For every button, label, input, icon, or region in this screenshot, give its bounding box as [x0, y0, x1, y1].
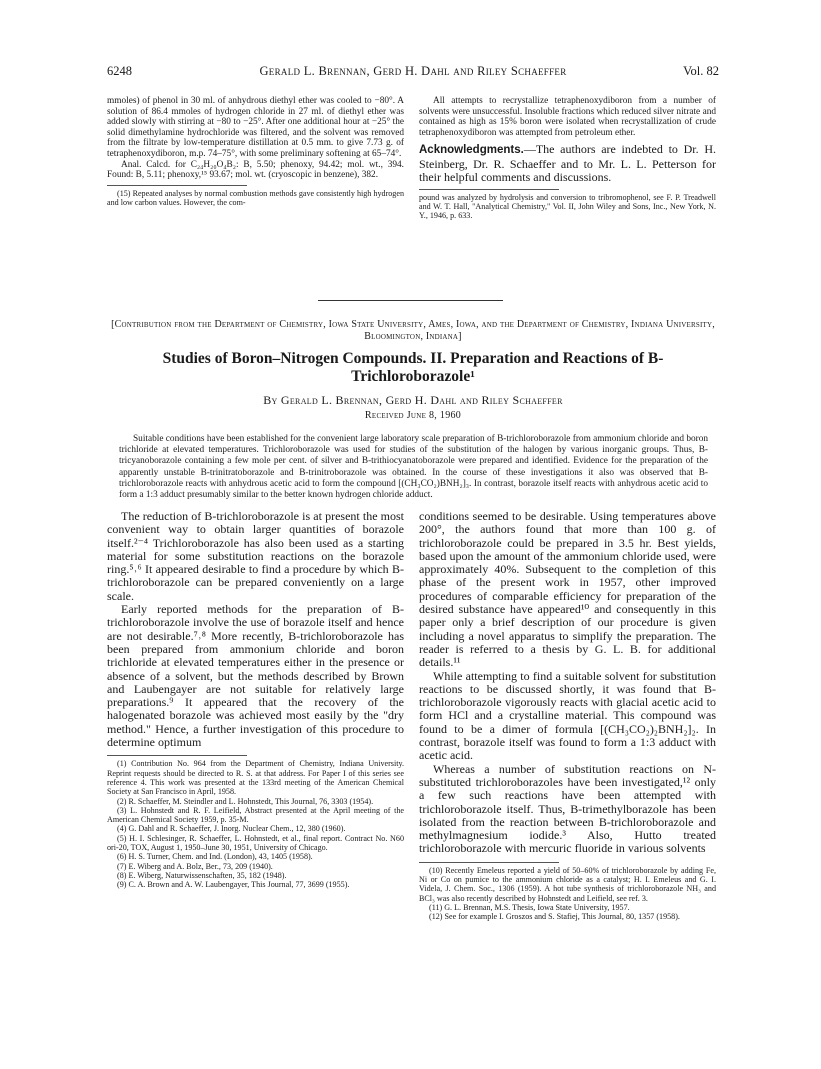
running-head-authors: Gerald L. Brennan, Gerd H. Dahl and Riley Schaeffer — [259, 64, 567, 78]
footnote: (3) L. Hohnstedt and R. F. Leifield, Abstract presented at the April meeting of the American Chemical Society 1959, p. 35-M. — [107, 805, 404, 825]
running-head — [107, 64, 719, 80]
byline: By Gerald L. Brennan, Gerd H. Dahl and Riley Schaeffer — [263, 393, 563, 407]
footnote-15: (15) Repeated analyses by normal combustion methods gave consistently high hydrogen and low carbon values. However, the com- — [107, 188, 404, 208]
received-date: Received June 8, 1960 — [364, 410, 462, 421]
footnotes-block — [419, 866, 716, 922]
experimental-paragraph: mmoles) of phenol in 30 ml. of anhydrous diethyl ether was cooled to −80°. A solution of 86.4 mmoles of hydrogen chloride in 27 ml. of diethyl ether was added slowly with stirring at −80 to −25°. After one additional hour at −25° the solid dimethylamine hydrochloride was filtered, and the solvent was removed from the filtrate by low-temperature distillation at 0.5 mm. to give 7.73 g. of tetraphenoxydiboron, m.p. 74–75°, with some preliminary softening at 65–74°. — [107, 96, 404, 159]
footnote-divider — [107, 185, 247, 186]
body-paragraph: The reduction of B-trichloroborazole is at present the most convenient way to obtain larger quantities of borazole itself.²⁻⁴ Trichloroborazole has also been used as a starting material for some substitution reactions on the borazole ring.⁵˒⁶ It appeared desirable to find a procedure by which B-trichloroborazole can be prepared conveniently on a large scale. — [107, 509, 404, 603]
footnote: (12) See for example I. Groszos and S. Stafiej, This Journal, 80, 1357 (1958). — [429, 912, 680, 922]
acknowledgments — [419, 143, 716, 184]
footnote-divider — [419, 189, 559, 190]
body-left-column — [107, 510, 404, 890]
footnote-divider — [419, 862, 559, 863]
footnote: (11) G. L. Brennan, M.S. Thesis, Iowa State University, 1957. — [429, 902, 630, 912]
body-paragraph: Whereas a number of substitution reactions on N-substituted trichloroborazoles have been investigated,¹² only a few such reactions have been attempted with trichloroborazole itself. Thus, B-trimethylborazole has been isolated from the reaction between B-trichloroborazole and methylmagnesium iodide.³ Also, Hutto treated trichloroborazole with mercuric fluoride in various solvents — [419, 761, 716, 856]
footnote: (6) H. S. Turner, Chem. and Ind. (London), 43, 1405 (1958). — [117, 852, 313, 862]
body-paragraph: While attempting to find a suitable solvent for substitution reactions to be discussed shortly, it was found that B-trichloroborazole vigorously reacts with glacial acetic acid to form HCl and a crystalline material. This compound was found to be a dimer of formula [(CH₃CO₂)₂BNH₂]₂. In contrast, borazole itself was found to form a 1:3 adduct with acetic acid. — [419, 668, 716, 763]
footnote-divider — [107, 755, 247, 756]
previous-article-left-column — [107, 96, 404, 208]
acknowledgments-text: —The authors are indebted to Dr. H. Steinberg, Dr. R. Schaeffer and to Mr. L. L. Petterson for their helpful comments and discussions. — [419, 142, 716, 185]
footnote: (4) G. Dahl and R. Schaeffer, J. Inorg. Nuclear Chem., 12, 380 (1960). — [117, 824, 346, 834]
body-paragraph: conditions seemed to be desirable. Using temperatures above 200°, the authors found that more than 100 g. of trichloroborazole could be prepared in 3.5 hr. Best yields, based upon the amount of the ammonium chloride used, were approximately 40%. Subsequent to the completion of this phase of the present work in 1957, other improved procedures of comparable efficiency for preparation of the desired substance have appeared¹⁰ and consequently in this paper only a brief description of our procedure is given including a novel apparatus to simplify the preparation. The reader is referred to a thesis by G. L. B. for additional details.¹¹ — [419, 509, 716, 670]
footnote: (1) Contribution No. 964 from the Department of Chemistry, Indiana University. Reprint requests should be directed to R. S. at that address. For Paper I of this series see reference 4. This work was presented at the 133rd meeting of the American Chemical Society at San Francisco in April, 1958. — [107, 759, 404, 797]
body-right-column — [419, 510, 716, 922]
volume-label: Vol. 82 — [683, 64, 719, 78]
footnotes-block — [419, 193, 716, 221]
footnote: (9) C. A. Brown and A. W. Laubengayer, This Journal, 77, 3699 (1955). — [117, 880, 350, 890]
abstract: Suitable conditions have been established for the convenient large laboratory scale preparation of B-trichloroborazole from ammonium chloride and boron trichloride at elevated temperatures. Trichloroborazole was used for studies of the substitution of the halogen by various inorganic groups. Thus, B-tricyanoborazole containing a few mole per cent. of silver and B-trithiocyanatoborazole were prepared and identified. Evidence for the preparation of the apparently unstable B-trinitratoborazole and B-trinitroborazole was obtained. In the course of these investigations it also was observed that B-trichloroborazole reacts with anhydrous acetic acid to form the compound [(CH₃CO₂)BNH₂]₃. In contrast, borazole itself reacts with anhydrous acetic acid to form a 1:3 adduct presumably similar to the better known hydrogen chloride adduct. — [119, 434, 709, 501]
acknowledgments-heading: Acknowledgments. — [419, 144, 524, 157]
contribution-line: [Contribution from the Department of Chemistry, Iowa State University, Ames, Iowa, and the Department of Chemistry, Indiana University, Bloomington, Indiana] — [111, 319, 715, 342]
footnote: (2) R. Schaeffer, M. Steindler and L. Hohnstedt, This Journal, 76, 3303 (1954). — [117, 796, 374, 806]
recrystallization-paragraph: All attempts to recrystallize tetraphenoxydiboron from a number of solvents were unsuccessful. Insoluble fractions which reduced silver nitrate and contained as high as 15% boron were isolated when recrystallization of crude tetraphenoxydiboron was attempted from petroleum ether. — [419, 96, 716, 138]
footnote: (10) Recently Emeleus reported a yield of 50–60% of trichloroborazole by adding Fe, Ni or Co on pumice to the ammonium chloride as a catalyst; H. I. Emeleus and G. I. Videla, J. Chem. Soc., 1306 (1959). A hot tube synthesis of trichloroborazole NH₃ and BCl₃ was also recently described by Hohnstedt and Leifield, see ref. 3. — [419, 865, 716, 903]
article-separator — [318, 300, 503, 301]
footnotes-block — [107, 759, 404, 889]
footnote: (5) H. I. Schlesinger, R. Schaeffer, L. Hohnstedt, et al., final report. Contract No. N60 ori-20, TOX, August 1, 1950–June 30, 1951, University of Chicago. — [107, 833, 404, 853]
footnote-15-continued: pound was analyzed by hydrolysis and conversion to tribromophenol, see F. P. Treadwell and W. T. Hall, "Analytical Chemistry," Vol. II, John Wiley and Sons, Inc., New York, N. Y., 1946, p. 633. — [419, 192, 716, 221]
page-number: 6248 — [107, 64, 132, 78]
footnote: (8) E. Wiberg, Naturwissenschaften, 35, 182 (1948). — [117, 870, 287, 880]
footnote: (7) E. Wiberg and A. Bolz, Ber., 73, 209 (1940). — [117, 861, 273, 871]
footnotes-block — [107, 189, 404, 208]
previous-article-right-column — [419, 96, 716, 221]
analysis-paragraph: Anal. Calcd. for C₂₄H₂₀O₄B₂: B, 5.50; phenoxy, 94.42; mol. wt., 394. Found: B, 5.11; phenoxy,¹⁵ 93.67; mol. wt. (cryoscopic in benzene), 382. — [107, 159, 404, 181]
body-paragraph: Early reported methods for the preparation of B-trichloroborazole involve the use of borazole itself and hence are not desirable.⁷˒⁸ More recently, B-trichloroborazole has been prepared from ammonium chloride and boron trichloride at elevated temperatures either in the presence or absence of a solvent, but the methods described by Brown and Laubengayer are not suitable for relatively large preparations.⁹ It appeared that the recovery of the halogenated borazole was achieved most easily by the "dry method." Hence, a further investigation of this procedure to determine optimum — [107, 602, 404, 750]
article-title: Studies of Boron–Nitrogen Compounds. II. Preparation and Reactions of B-Trichloroborazole¹ — [162, 350, 664, 385]
